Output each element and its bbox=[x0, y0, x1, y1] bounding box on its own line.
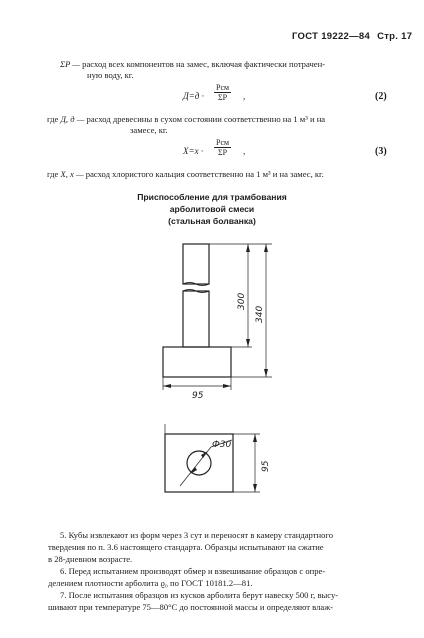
definition-symbol: ΣP — bbox=[60, 59, 80, 69]
definition-sum-p-cont: ную воду, кг. bbox=[87, 70, 134, 80]
dimension-340: 340 bbox=[255, 305, 265, 323]
paragraph-5-line-3: в 28-дневном возрасте. bbox=[48, 554, 133, 564]
figure-title-line-3: (стальная болванка) bbox=[168, 216, 256, 226]
equation-2-lhs: Д=д · bbox=[183, 91, 204, 101]
definition-prefix: где bbox=[47, 169, 59, 179]
equation-2-fraction bbox=[214, 83, 231, 103]
dimension-phi30: Ф30 bbox=[212, 440, 232, 450]
handle-top-segment bbox=[183, 244, 209, 284]
definition-text: расход хлористого кальция соответственно на 1 м³ и на замес, кг. bbox=[85, 169, 324, 179]
fraction-numerator: Pсм bbox=[216, 138, 230, 147]
paragraph-5-line-1: 5. Кубы извлекают из форм через 3 сут и переносят в камеру стандартного bbox=[60, 530, 333, 540]
fraction-denominator: ΣP bbox=[217, 148, 228, 157]
ramming-tool-drawing bbox=[0, 228, 424, 528]
definition-symbol: X, х — bbox=[60, 169, 84, 179]
definition-symbol: Д, д — bbox=[60, 114, 85, 124]
figure-title-line-1: Приспособление для трамбования bbox=[137, 192, 287, 202]
paragraph-7-line-1: 7. После испытания образцов из кусков арболита берут навеску 500 г, высу- bbox=[60, 590, 339, 600]
definition-prefix: где bbox=[47, 114, 59, 124]
page-header bbox=[292, 31, 412, 42]
dimension-95-front: 95 bbox=[192, 391, 204, 401]
definition-d bbox=[47, 114, 325, 125]
top-view-handle-circle bbox=[187, 451, 211, 475]
paragraph-6-line-2: делением плотности арболита ϱ₀ по ГОСТ 10181.2—81. bbox=[48, 578, 253, 588]
dimension-300: 300 bbox=[237, 292, 247, 310]
handle-bottom-segment bbox=[183, 291, 209, 347]
paragraph-6-line-1: 6. Перед испытанием производят обмер и взвешивание образцов с опре- bbox=[60, 566, 326, 576]
definition-d-cont: замесе, кг. bbox=[130, 125, 168, 135]
definition-text: расход древесины в сухом состоянии соответственно на 1 м³ и на bbox=[86, 114, 326, 124]
page-number: Стр. 17 bbox=[377, 31, 413, 42]
dimension-95-top: 95 bbox=[261, 460, 271, 472]
figure-title-line-2: арболитовой смеси bbox=[169, 204, 255, 214]
equation-2-comma: , bbox=[243, 91, 246, 101]
fraction-denominator: ΣP bbox=[217, 93, 228, 102]
equation-3-number: (3) bbox=[375, 146, 387, 157]
paragraph-5-line-2: твердения по п. 3.6 настоящего стандарта. Образцы испытывают на сжатие bbox=[48, 542, 324, 552]
base-block bbox=[163, 347, 231, 377]
definition-sum-p bbox=[60, 59, 325, 70]
paragraph-7-line-2: шивают при температуре 75—80°С до постоянной массы и определяют влаж- bbox=[48, 602, 334, 612]
standard-number: ГОСТ 19222—84 bbox=[292, 31, 371, 42]
definition-x bbox=[47, 169, 324, 180]
equation-3-fraction bbox=[214, 138, 231, 158]
definition-text: расход всех компонентов на замес, включая фактически потрачен- bbox=[82, 59, 326, 69]
fraction-numerator: Pсм bbox=[216, 83, 230, 92]
equation-2-number: (2) bbox=[375, 91, 387, 102]
equation-3-lhs: X=х · bbox=[183, 146, 204, 156]
equation-3-comma: , bbox=[243, 146, 246, 156]
